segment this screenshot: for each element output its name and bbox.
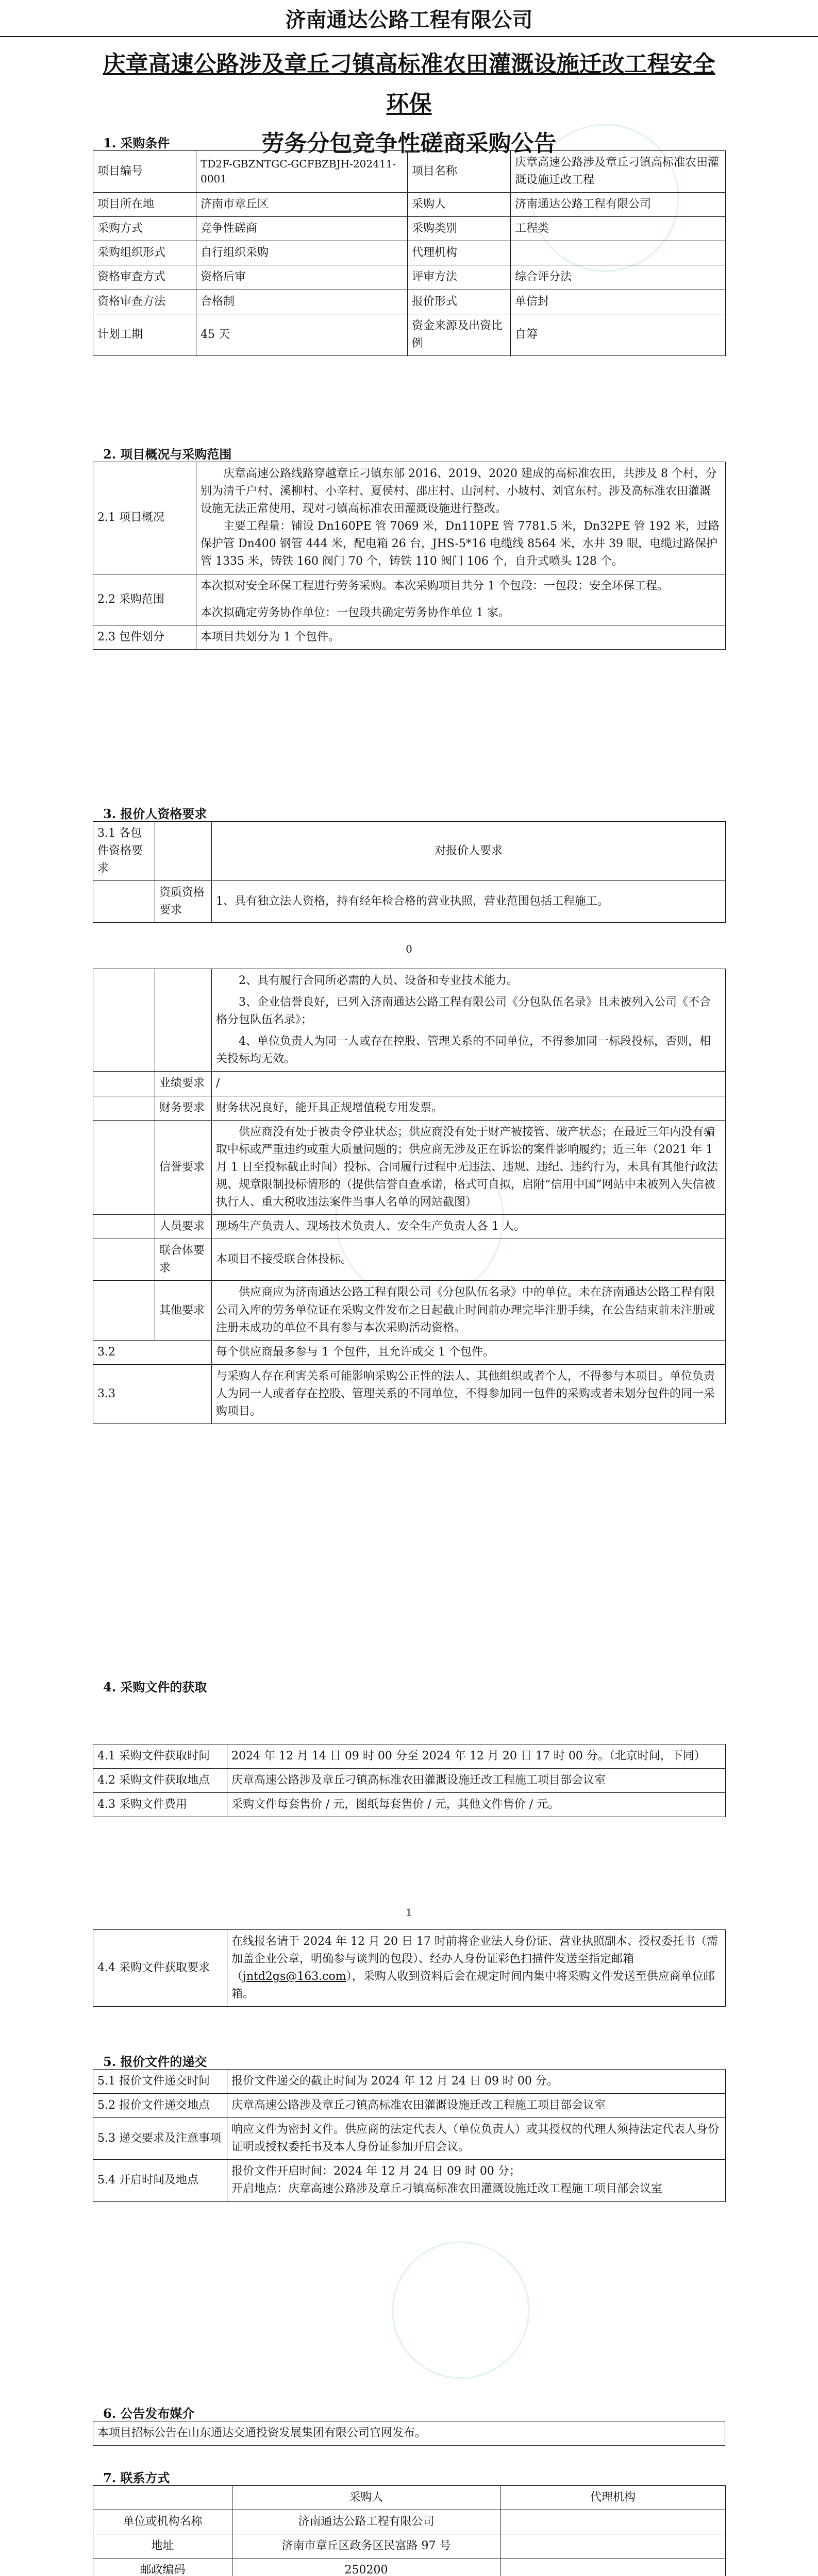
table-row	[93, 1239, 726, 1281]
table-row	[93, 2118, 726, 2160]
evaluation-method: 综合评分法	[511, 265, 726, 290]
title-line-2: 劳务分包竞争性磋商采购公告	[261, 130, 557, 157]
performance-requirement: /	[212, 1072, 726, 1096]
cell-label: 4.1 采购文件获取时间	[93, 1744, 227, 1769]
acquisition-text-b: ），采购人收到资料后会在规定时间内集中将采购文件发送至供应商单位邮箱。	[231, 1970, 715, 2001]
opening-time: 报价文件开启时间：2024 年 12 月 24 日 09 时 00 分；	[231, 2165, 521, 2178]
project-overview-table	[93, 462, 726, 650]
contact-agent-postcode	[500, 2558, 726, 2576]
cell-label: 报价形式	[408, 290, 511, 314]
submission-table	[93, 2069, 726, 2202]
contact-agent-name	[500, 2510, 726, 2534]
section-6-title: 6. 公告发布媒介	[103, 2406, 195, 2421]
table-row	[93, 1793, 726, 1817]
table-row	[93, 1769, 726, 1793]
company-header: 济南通达公路工程有限公司	[0, 0, 818, 37]
scope-paragraph-1: 本次拟对安全环保工程进行劳务采购。本次采购项目共分 1 个包段：一包段：安全环保工程。	[201, 579, 669, 592]
table-row	[93, 969, 726, 1072]
table-row	[93, 1744, 726, 1769]
cell-label: 3.3	[93, 1364, 212, 1423]
cell-header: 采购人	[232, 2486, 500, 2510]
watermark-seal-3	[392, 2241, 530, 2379]
contact-agent-address	[500, 2534, 726, 2558]
document-acquisition-method-table	[93, 1929, 726, 2007]
page-number: 1	[406, 1906, 412, 1919]
cell-label	[93, 1096, 155, 1120]
qualification-text: 1、具有独立法人资格，持有经年检合格的营业执照，营业范围包括工程施工。	[212, 881, 726, 923]
list-item: 4、单位负责人为同一人或存在控股、管理关系的不同单位，不得参加同一标段投标，否则，相关投标均无效。	[216, 1035, 711, 1066]
table-row	[93, 1281, 726, 1340]
cell-label: 联合体要求	[155, 1239, 212, 1281]
cell-header: 代理机构	[500, 2486, 726, 2510]
cell-label: 计划工期	[93, 314, 196, 355]
cell-label	[93, 1072, 155, 1096]
procurement-conditions-table	[93, 150, 726, 356]
qualification-items	[212, 969, 726, 1072]
cell-label: 单位或机构名称	[93, 2510, 232, 2534]
submission-deadline: 报价文件递交的截止时间为 2024 年 12 月 24 日 09 时 00 分。	[227, 2070, 726, 2094]
overview-paragraph-2: 主要工程量：铺设 Dn160PE 管 7069 米，Dn110PE 管 7781.5 米，Dn32PE 管 192 米，过路保护管 Dn400 钢管 444 米，配电箱 26 台，JHS-5*16 电缆线 8564 米，水井 39 眼，电缆过路保护管 1335 米，铸铁 160 阀门 70 个，铸铁 110 阀门 106 个，自升式喷头 128 个。	[201, 520, 720, 568]
table-row	[93, 2421, 725, 2446]
list-item: 2、具有履行合同所必需的人员、设备和专业技术能力。	[239, 974, 518, 987]
table-row	[93, 1340, 726, 1364]
cell-label: 业绩要求	[155, 1072, 212, 1096]
cell-label: 2.3 包件划分	[93, 625, 196, 649]
section-7-title: 7. 联系方式	[103, 2470, 170, 2485]
cell-label: 5.4 开启时间及地点	[93, 2160, 227, 2201]
publication-media-table	[93, 2421, 725, 2446]
cell-label: 人员要求	[155, 1215, 212, 1239]
cell-label: 项目所在地	[93, 193, 196, 217]
table-row	[93, 241, 726, 265]
cell-label: 财务要求	[155, 1096, 212, 1120]
procurement-category: 工程类	[511, 217, 726, 241]
project-name: 庆章高速公路涉及章丘刁镇高标准农田灌溉设施迁改工程	[511, 151, 726, 193]
cell-label: 地址	[93, 2534, 232, 2558]
email-link[interactable]: jntd2gs@163.com	[243, 1970, 346, 1984]
cell-label: 4.4 采购文件获取要求	[93, 1930, 227, 2007]
cell-label: 2.1 项目概况	[93, 462, 196, 574]
table-row	[93, 822, 726, 881]
cell-label	[93, 1281, 155, 1340]
other-requirement: 供应商应为济南通达公路工程有限公司《分包队伍名录》中的单位。未在济南通达公路工程有限公司入库的劳务单位证在采购文件发布之日起截止时间前办理完毕注册手续，在公告结束前未注册或注册未成功的单位不具有参与本次采购活动资格。	[212, 1281, 726, 1340]
cell-label: 项目编号	[93, 151, 196, 193]
table-row	[93, 2160, 726, 2201]
table-row	[93, 1364, 726, 1423]
cell-label	[93, 1239, 155, 1281]
scope-paragraph-2: 本次拟确定劳务协作单位：一包段共确定劳务协作单位 1 家。	[201, 606, 510, 619]
cell-label: 采购类别	[408, 217, 511, 241]
conflict-of-interest: 与采购人存在利害关系可能影响采购公正性的法人、其他组织或者个人，不得参与本项目。单位负责人为同一人或者存在控股、管理关系的不同单位，不得参加同一包件的采购或者未划分包件的同一采购项目。	[212, 1364, 726, 1423]
submission-place: 庆章高速公路涉及章丘刁镇高标准农田灌溉设施迁改工程施工项目部会议室	[227, 2094, 726, 2118]
cell-label	[93, 1215, 155, 1239]
section-5-title: 5. 报价文件的递交	[103, 2054, 207, 2069]
table-row	[93, 462, 726, 574]
table-row	[93, 2558, 726, 2576]
table-row	[93, 265, 726, 290]
staff-requirement: 现场生产负责人、现场技术负责人、安全生产负责人各 1 人。	[212, 1215, 726, 1239]
cell-label	[93, 2486, 232, 2510]
cell-label: 资格审查方式	[93, 265, 196, 290]
qualification-review: 资格后审	[196, 265, 408, 290]
table-row	[93, 625, 726, 649]
project-number: TD2F-GBZNTGC-GCFBZBJH-202411-0001	[196, 151, 408, 193]
procurement-org: 自行组织采购	[196, 241, 408, 265]
buyer: 济南通达公路工程有限公司	[511, 193, 726, 217]
cell-label: 项目名称	[408, 151, 511, 193]
table-row	[93, 314, 726, 355]
qualification-table-continued	[93, 969, 726, 1424]
cell-label	[155, 822, 212, 881]
table-row	[93, 1120, 726, 1214]
cell-label: 评审方法	[408, 265, 511, 290]
cell-label: 4.3 采购文件费用	[93, 1793, 227, 1817]
table-row	[93, 2094, 726, 2118]
table-row	[93, 1072, 726, 1096]
joint-venture-requirement: 本项目不接受联合体投标。	[212, 1239, 726, 1281]
section-2-title: 2. 项目概况与采购范围	[103, 447, 232, 462]
overview-paragraph-1: 庆章高速公路线路穿越章丘刁镇东部 2016、2019、2020 建成的高标准农田，共涉及 8 个村，分别为清千户村、溪柳村、小辛村、夏侯村、邵庄村、山河村、小坡村、刘官东村。涉及高标准农田灌溉设施无法正常使用，现对刁镇高标准农田灌溉设施进行整改。	[201, 467, 717, 516]
package-division: 本项目共划分为 1 个包件。	[196, 625, 726, 649]
quote-format: 单信封	[511, 290, 726, 314]
cell-label: 邮政编码	[93, 2558, 232, 2576]
section-4-title: 4. 采购文件的获取	[103, 1680, 207, 1694]
cell-label: 采购方式	[93, 217, 196, 241]
contact-postcode: 250200	[232, 2558, 500, 2576]
opening-place: 开启地点：庆章高速公路涉及章丘刁镇高标准农田灌溉设施迁改工程施工项目部会议室	[231, 2182, 663, 2196]
table-row	[93, 2510, 726, 2534]
acquisition-method	[227, 1930, 726, 2007]
project-location: 济南市章丘区	[196, 193, 408, 217]
procurement-scope	[196, 574, 726, 625]
cell-label: 资格审查方法	[93, 290, 196, 314]
document-fee: 采购文件每套售价 / 元，图纸每套售价 / 元，其他文件售价 / 元。	[227, 1793, 726, 1817]
acquisition-time: 2024 年 12 月 14 日 09 时 00 分至 2024 年 12 月 20 日 17 时 00 分。（北京时间，下同）	[227, 1744, 726, 1769]
credit-requirement: 供应商没有处于被责令停业状态；供应商没有处于财产被接管、破产状态；在最近三年内没有骗取中标或严重违约或重大质量问题的；供应商无涉及正在诉讼的案件影响履约；近三年（2021 年 1 月 1 日至投标截止时间）投标、合同履行过程中无违法、违规、违纪、违约行为，未具有其他行政法规、规章限制投标情形的（提供信誉自查承诺，格式可自拟，启附“信用中国”网站中未被列入失信被执行人、重大税收违法案件当事人名单的网站截图）	[212, 1120, 726, 1214]
table-row	[93, 1215, 726, 1239]
table-row	[93, 217, 726, 241]
submission-notes: 响应文件为密封文件。供应商的法定代表人（单位负责人）或其授权的代理人须持法定代表人身份证明或授权委托书及本人身份证参加开启会议。	[227, 2118, 726, 2160]
qualification-standard: 合格制	[196, 290, 408, 314]
contact-address: 济南市章丘区政务区民富路 97 号	[232, 2534, 500, 2558]
cell-label: 采购人	[408, 193, 511, 217]
title-line-1: 庆章高速公路涉及章丘刁镇高标准农田灌溉设施迁改工程安全环保	[103, 51, 715, 117]
table-row	[93, 1930, 726, 2007]
cell-label: 资金来源及出资比例	[408, 314, 511, 355]
table-row	[93, 151, 726, 193]
cell-label	[93, 969, 155, 1072]
cell-label: 5.2 报价文件递交地点	[93, 2094, 227, 2118]
acquisition-place: 庆章高速公路涉及章丘刁镇高标准农田灌溉设施迁改工程施工项目部会议室	[227, 1769, 726, 1793]
publication-media: 本项目招标公告在山东通达交通投资发展集团有限公司官网发布。	[93, 2421, 725, 2446]
contact-table	[93, 2485, 726, 2576]
list-item: 3、企业信誉良好，已列入济南通达公路工程有限公司《分包队伍名录》且未被列入公司《不合格分包队伍名录》；	[216, 996, 711, 1027]
cell-label: 其他要求	[155, 1281, 212, 1340]
table-row	[93, 881, 726, 923]
table-row	[93, 2534, 726, 2558]
planned-period: 45 天	[196, 314, 408, 355]
cell-label: 代理机构	[408, 241, 511, 265]
cell-label: 信誉要求	[155, 1120, 212, 1214]
cell-label: 资质资格要求	[155, 881, 212, 923]
cell-label: 2.2 采购范围	[93, 574, 196, 625]
opening-info	[227, 2160, 726, 2201]
section-3-title: 3. 报价人资格要求	[103, 806, 207, 821]
cell-label: 4.2 采购文件获取地点	[93, 1769, 227, 1793]
cell-header: 对报价人要求	[212, 822, 726, 881]
contact-buyer-name: 济南通达公路工程有限公司	[232, 2510, 500, 2534]
page-number: 0	[406, 943, 412, 955]
page-title	[93, 44, 725, 163]
table-row	[93, 574, 726, 625]
table-row	[93, 2486, 726, 2510]
cell-label	[155, 969, 212, 1072]
cell-label: 3.1 各包件资格要求	[93, 822, 155, 881]
document-acquisition-table	[93, 1744, 726, 1817]
project-overview	[196, 462, 726, 574]
table-row	[93, 290, 726, 314]
fund-source: 自筹	[511, 314, 726, 355]
table-row	[93, 2070, 726, 2094]
cell-label: 5.3 递交要求及注意事项	[93, 2118, 227, 2160]
table-row	[93, 193, 726, 217]
cell-label: 采购组织形式	[93, 241, 196, 265]
bid-limit: 每个供应商最多参与 1 个包件，且允许成交 1 个包件。	[212, 1340, 726, 1364]
qualification-table	[93, 821, 726, 923]
cell-label	[93, 1120, 155, 1214]
table-row	[93, 1096, 726, 1120]
section-1-title: 1. 采购条件	[103, 135, 170, 150]
cell-label	[93, 881, 155, 923]
cell-label: 5.1 报价文件递交时间	[93, 2070, 227, 2094]
acquisition-text-a: 在线报名请于 2024 年 12 月 20 日 17 时前将企业法人身份证、营业执照副本、授权委托书（需加盖企业公章，明确参与谈判的包段）、经办人身份证彩色扫描件发送至指定邮箱（	[231, 1935, 718, 1984]
procurement-method: 竞争性磋商	[196, 217, 408, 241]
cell-label: 3.2	[93, 1340, 212, 1364]
agency	[511, 241, 726, 265]
finance-requirement: 财务状况良好，能开具正规增值税专用发票。	[212, 1096, 726, 1120]
